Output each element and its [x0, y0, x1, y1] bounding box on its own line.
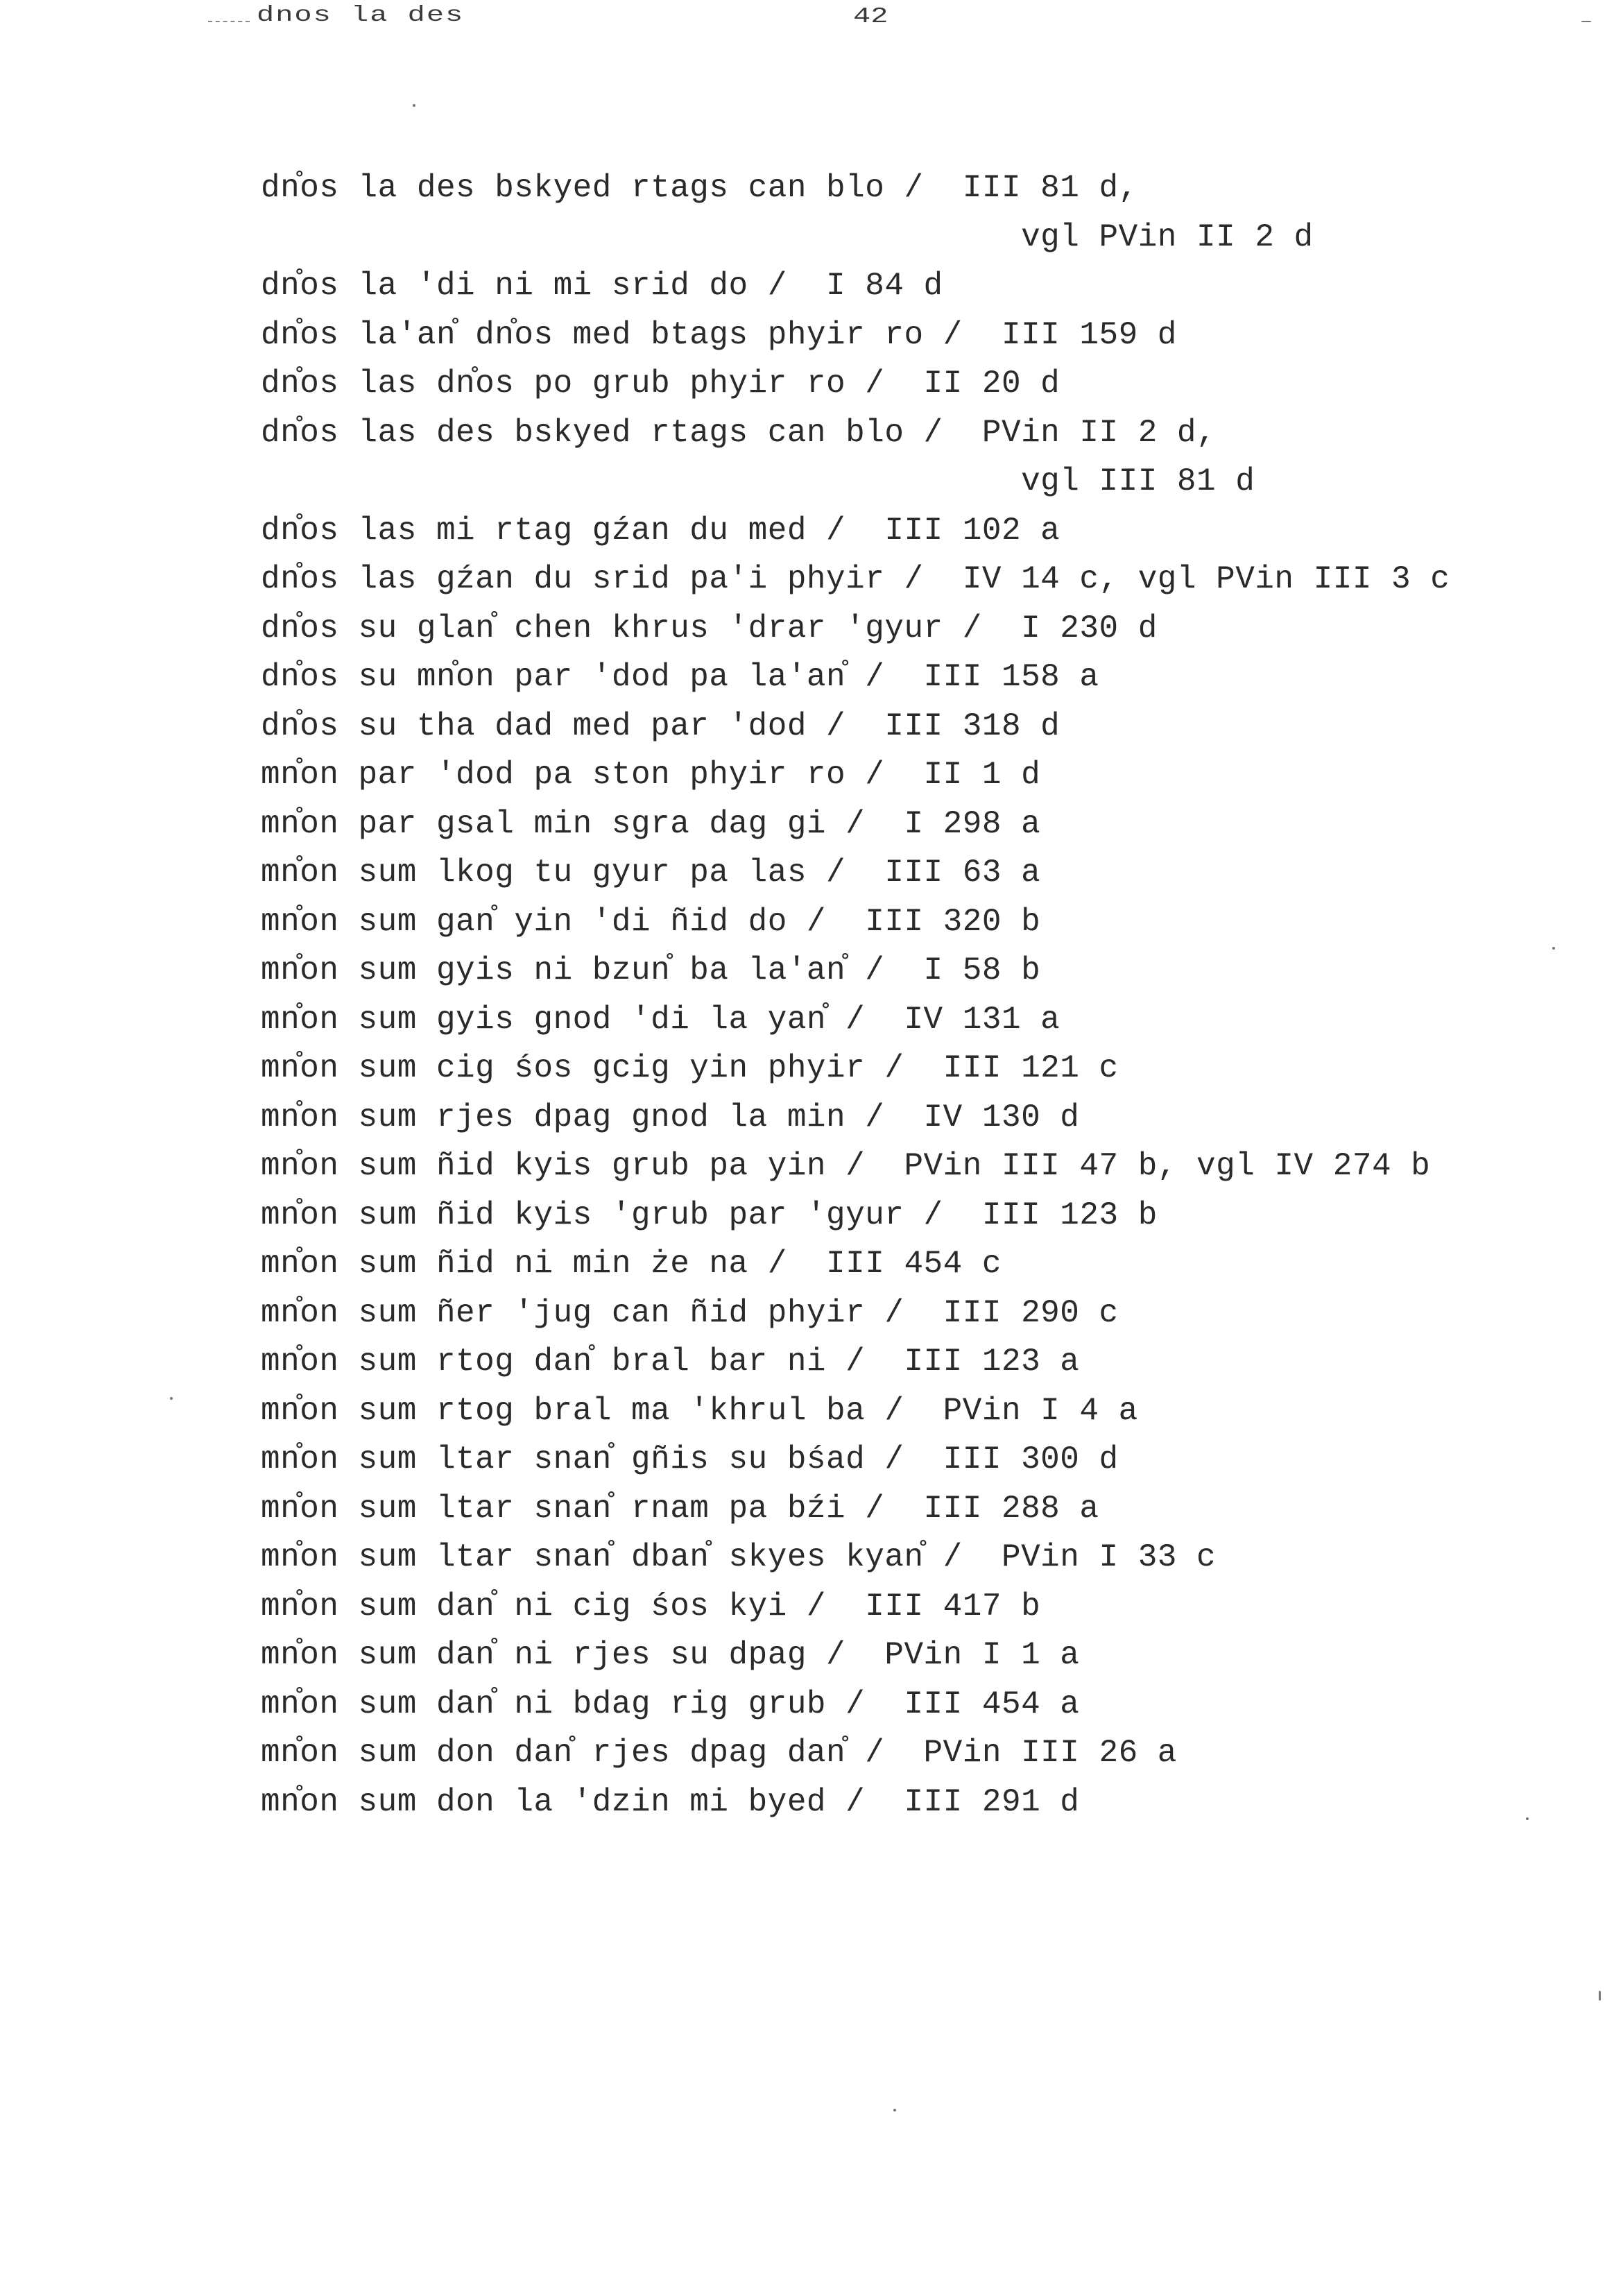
entry-list: [261, 164, 1579, 1826]
index-entry: mn̊on sum ltar snan̊ rnam pa bźi / III 288 a: [261, 1490, 1099, 1527]
scan-speck: [1526, 1817, 1529, 1820]
index-entry: mn̊on sum dan̊ ni bdag rig grub / III 454 a: [261, 1686, 1080, 1722]
index-entry: dn̊os la des bskyed rtags can blo / III 81 d,: [261, 170, 1138, 206]
index-entry: mn̊on sum lkog tu gyur pa las / III 63 a: [261, 855, 1041, 891]
index-entry: dn̊os la 'di ni mi srid do / I 84 d: [261, 268, 943, 304]
index-entry: dn̊os su tha dad med par 'dod / III 318 d: [261, 708, 1060, 744]
index-entry: mn̊on par 'dod pa ston phyir ro / II 1 d: [261, 757, 1041, 793]
header-dashes: [208, 21, 250, 22]
index-entry: vgl III 81 d: [261, 463, 1255, 499]
index-entry: dn̊os la'an̊ dn̊os med btags phyir ro / III 159 d: [261, 316, 1177, 353]
index-entry: vgl PVin II 2 d: [261, 219, 1314, 255]
index-entry: mn̊on sum ñid kyis 'grub par 'gyur / III 123 b: [261, 1197, 1158, 1233]
scan-speck: [893, 2109, 896, 2111]
index-entry: mn̊on sum don la 'dzin mi byed / III 291 d: [261, 1783, 1080, 1820]
running-head: dnos la des: [257, 2, 465, 28]
index-entry: mn̊on sum ltar snan̊ gñis su bśad / III 300 d: [261, 1441, 1119, 1477]
index-entry: mn̊on sum rjes dpag gnod la min / IV 130 d: [261, 1099, 1080, 1136]
scan-speck: [1599, 1991, 1601, 2001]
scan-speck: [170, 1397, 173, 1400]
index-entry: dn̊os su mn̊on par 'dod pa la'an̊ / III 158 a: [261, 659, 1099, 695]
scan-speck: [413, 104, 415, 107]
index-entry: mn̊on sum don dan̊ rjes dpag dan̊ / PVin III 26 a: [261, 1735, 1177, 1771]
index-entry: dn̊os las mi rtag gźan du med / III 102 a: [261, 512, 1060, 549]
index-entry: dn̊os las des bskyed rtags can blo / PVin II 2 d,: [261, 414, 1217, 451]
scan-speck: [1581, 21, 1591, 22]
index-entry: mn̊on sum dan̊ ni cig śos kyi / III 417 b: [261, 1588, 1041, 1625]
index-entry: dn̊os las dn̊os po grub phyir ro / II 20 d: [261, 366, 1060, 402]
index-entry: mn̊on sum rtog bral ma 'khrul ba / PVin I 4 a: [261, 1392, 1138, 1429]
page-number: 42: [853, 3, 888, 29]
index-entry: dn̊os su glan̊ chen khrus 'drar 'gyur / I 230 d: [261, 610, 1158, 646]
index-entry: mn̊on sum gan̊ yin 'di ñid do / III 320 b: [261, 903, 1041, 940]
index-entry: mn̊on par gsal min sgra dag gi / I 298 a: [261, 805, 1041, 842]
scan-speck: [1552, 947, 1555, 950]
index-entry: mn̊on sum ñid ni min że na / III 454 c: [261, 1246, 1002, 1282]
index-entry: mn̊on sum gyis gnod 'di la yan̊ / IV 131 a: [261, 1001, 1060, 1038]
index-entry: mn̊on sum ltar snan̊ dban̊ skyes kyan̊ / PVin I 33 c: [261, 1539, 1217, 1575]
index-entry: mn̊on sum gyis ni bzun̊ ba la'an̊ / I 58 b: [261, 952, 1041, 988]
index-entry: mn̊on sum rtog dan̊ bral bar ni / III 123 a: [261, 1344, 1080, 1380]
index-entry: dn̊os las gźan du srid pa'i phyir / IV 14 c, vgl PVin III 3 c: [261, 561, 1450, 597]
index-entry: mn̊on sum cig śos gcig yin phyir / III 121 c: [261, 1050, 1119, 1086]
index-entry: mn̊on sum ñid kyis grub pa yin / PVin III 47 b, vgl IV 274 b: [261, 1148, 1431, 1184]
index-entry: mn̊on sum ñer 'jug can ñid phyir / III 290 c: [261, 1294, 1119, 1331]
index-entry: mn̊on sum dan̊ ni rjes su dpag / PVin I 1 a: [261, 1637, 1080, 1673]
